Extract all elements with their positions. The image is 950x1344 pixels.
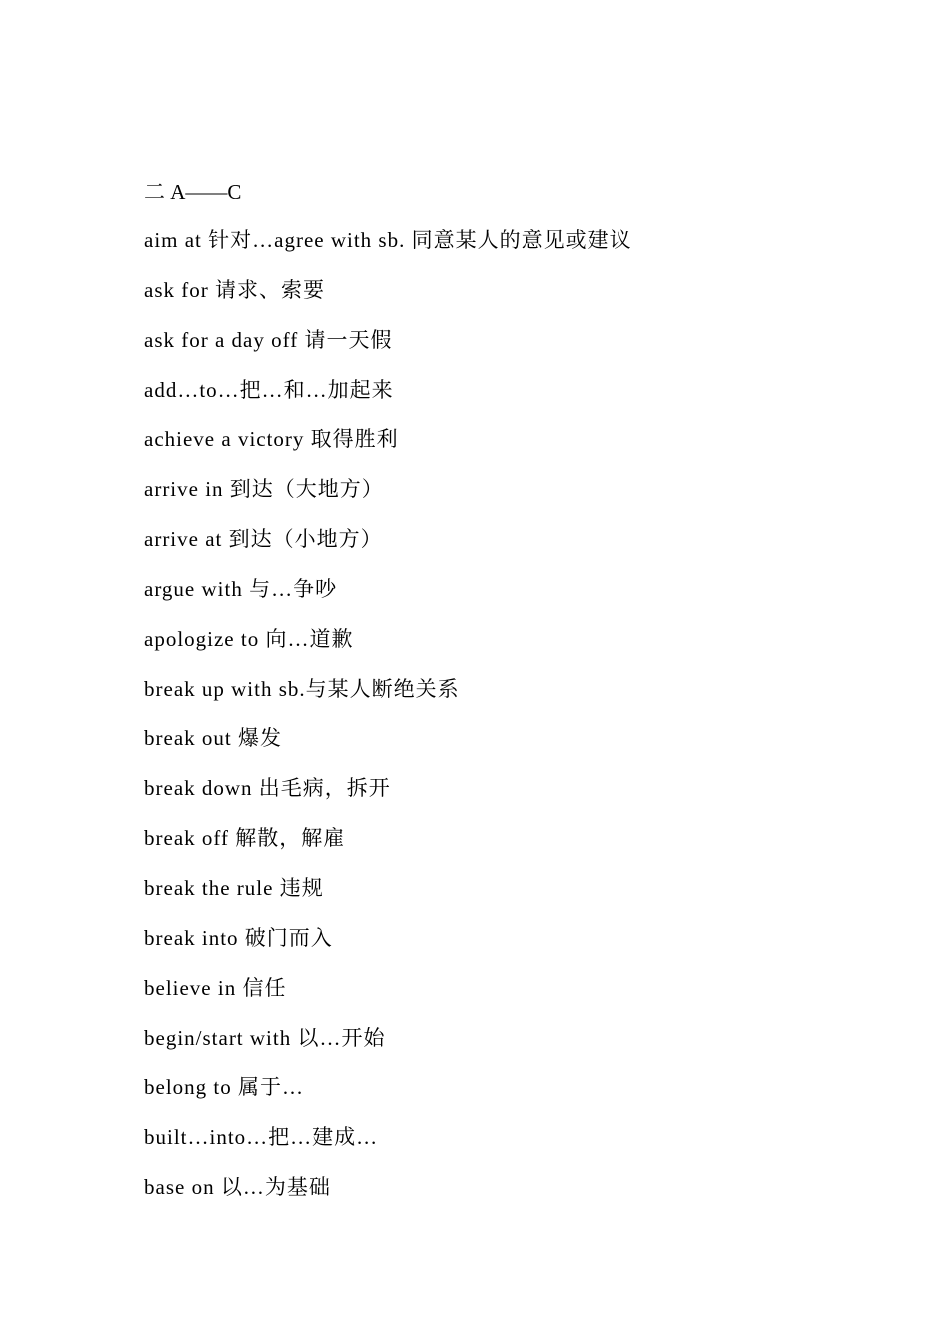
phrase-entry: aim at 针对…agree with sb. 同意某人的意见或建议 [144,228,632,252]
phrase-entry: break out 爆发 [144,726,282,751]
phrase-entry: break off 解散，解雇 [144,826,346,851]
phrase-entry: ask for a day off 请一天假 [144,327,393,352]
phrase-entry: break up with sb.与某人断绝关系 [144,676,460,701]
phrase-entry: ask for 请求、索要 [144,277,325,302]
phrase-entry: arrive at 到达（小地方） [144,527,383,552]
section-heading: 二 A——C [144,180,242,204]
phrase-entry: break the rule 违规 [144,875,324,900]
phrase-entry: achieve a victory 取得胜利 [144,427,399,452]
phrase-entry: begin/start with 以…开始 [144,1025,386,1050]
phrase-entry: add…to…把…和…加起来 [144,377,394,402]
phrase-entry: believe in 信任 [144,975,287,1000]
phrase-entry: belong to 属于… [144,1075,304,1100]
phrase-entry: built…into…把…建成… [144,1125,379,1150]
phrase-entry: base on 以…为基础 [144,1175,331,1200]
phrase-entry: apologize to 向…道歉 [144,626,354,651]
phrase-list [144,226,632,1223]
phrase-entry: break down 出毛病，拆开 [144,776,391,801]
phrase-entry: argue with 与…争吵 [144,576,338,601]
phrase-entry: break into 破门而入 [144,925,333,950]
phrase-entry: arrive in 到达（大地方） [144,477,384,502]
